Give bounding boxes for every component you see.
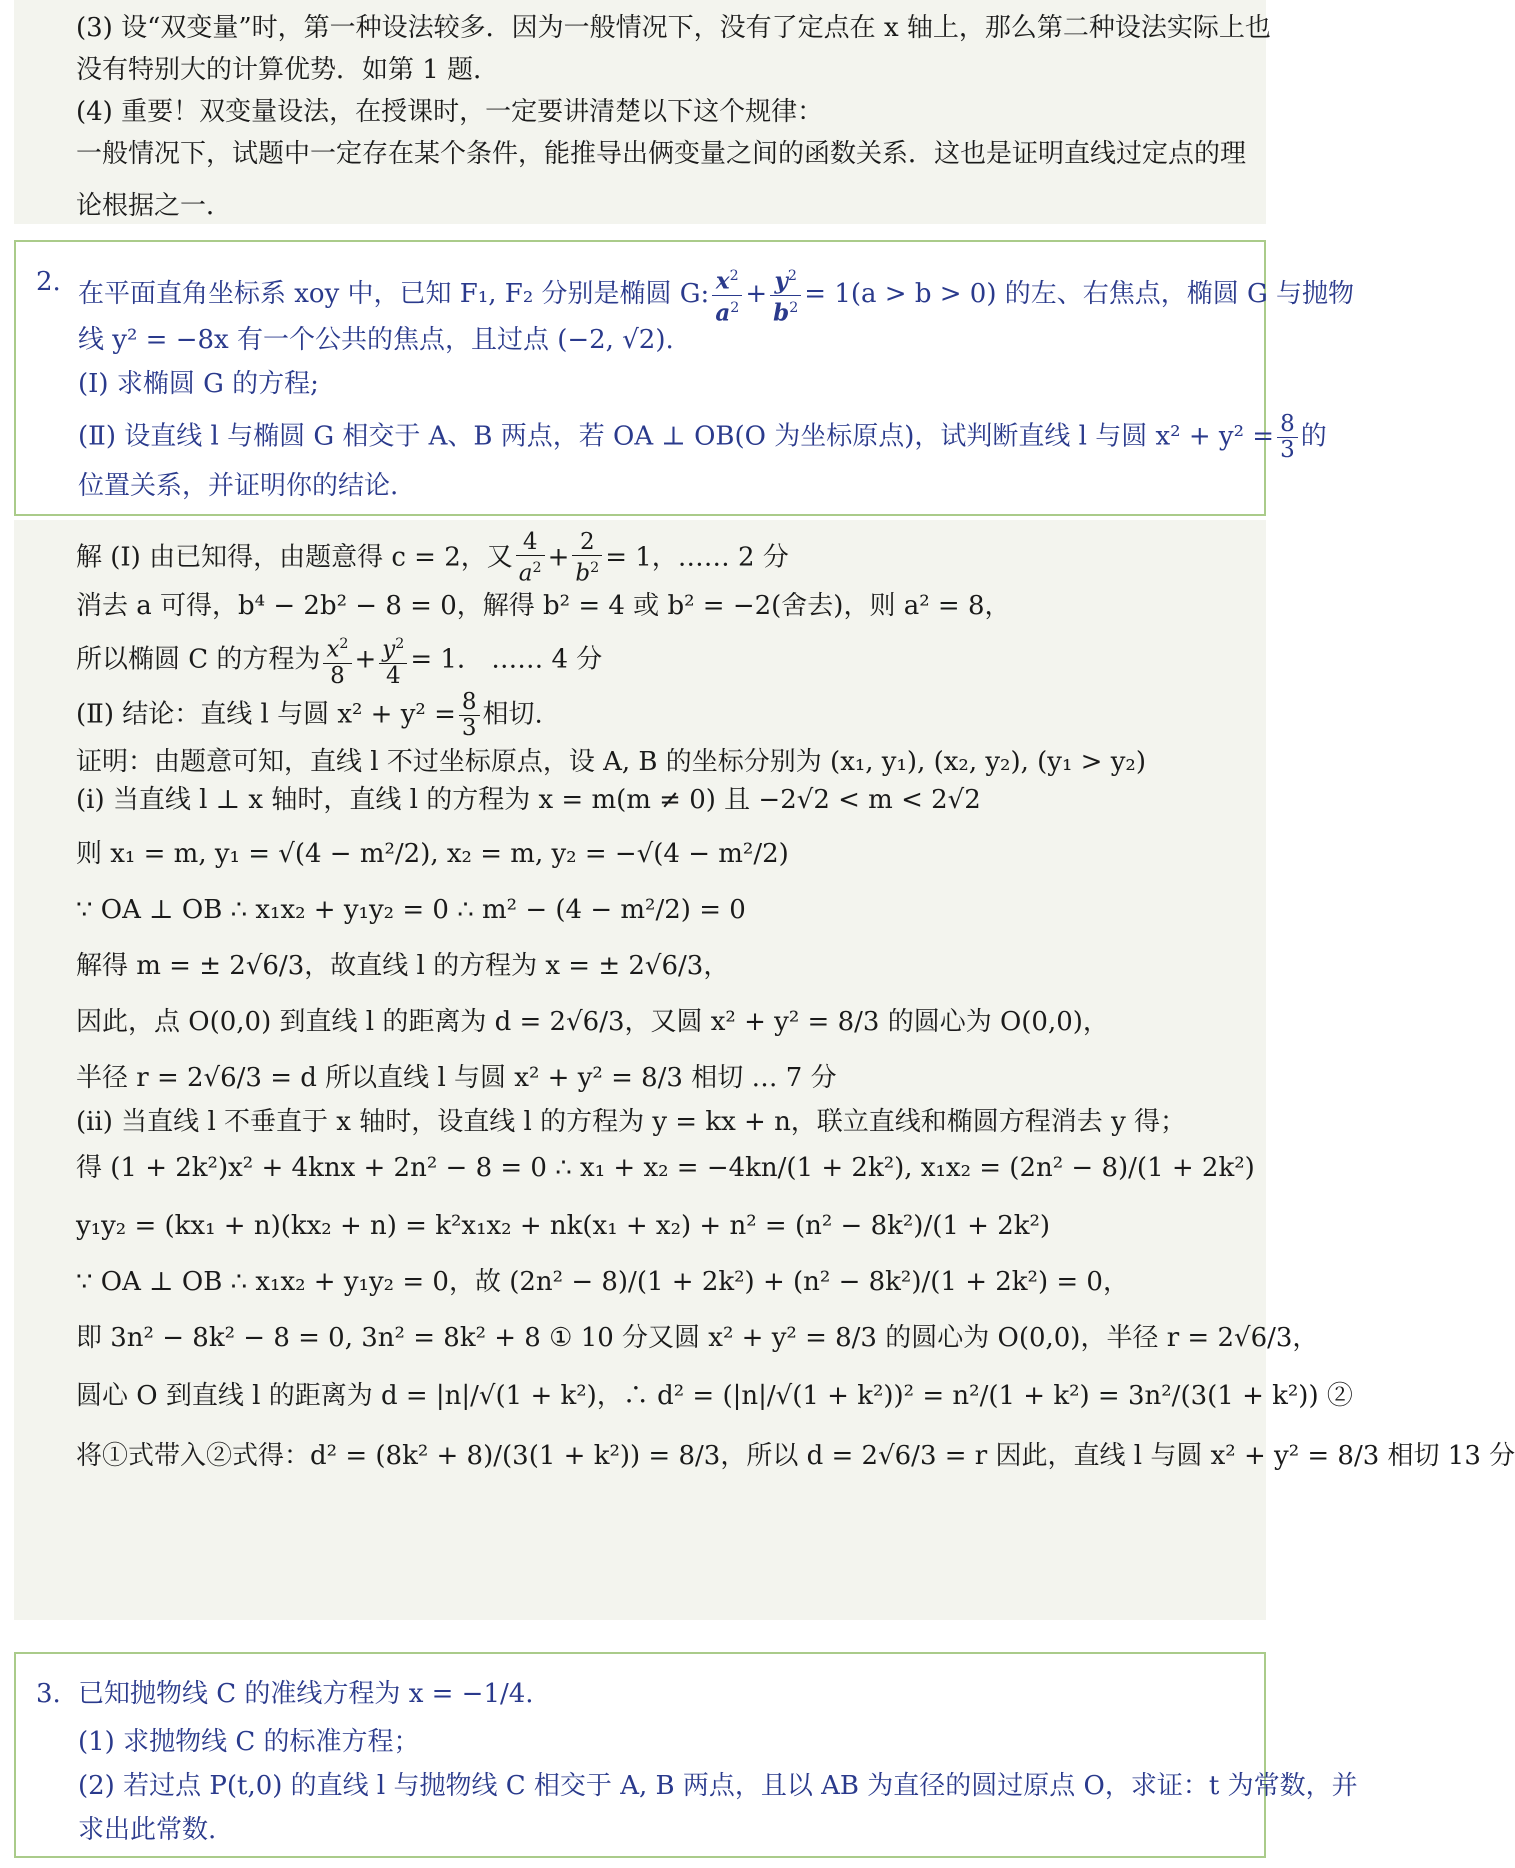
solution-line-13: 得 (1 + 2k²)x² + 4knx + 2n² − 8 = 0 ∴ x₁ + x₂ = −4kn/(1 + 2k²), x₁x₂ = (2n² − 8)/(1 + 2k²) bbox=[76, 1153, 1255, 1183]
notes-block bbox=[14, 0, 1271, 188]
solution-line-12: (ⅱ) 当直线 l 不垂直于 x 轴时，设直线 l 的方程为 y = kx + n，联立直线和椭圆方程消去 y 得； bbox=[76, 1107, 1187, 1137]
problem-2-number: 2. bbox=[36, 267, 61, 297]
solution-line-2: 消去 a 可得，b⁴ − 2b² − 8 = 0，解得 b² = 4 或 b² = −2(舍去)，则 a² = 8， bbox=[76, 591, 1011, 621]
solution-line-10: 因此，点 O(0,0) 到直线 l 的距离为 d = 2√6/3，又圆 x² + y² = 8/3 的圆心为 O(0,0)， bbox=[76, 1007, 1109, 1037]
solution-line-8: ∵ OA ⊥ OB ∴ x₁x₂ + y₁y₂ = 0 ∴ m² − (4 − m²/2) = 0 bbox=[76, 895, 746, 925]
solution-line-11: 半径 r = 2√6/3 = d 所以直线 l 与圆 x² + y² = 8/3 相切 … 7 分 bbox=[76, 1063, 837, 1093]
problem-3-line-4: 求出此常数. bbox=[78, 1815, 217, 1845]
solution-block bbox=[14, 520, 1515, 1620]
note-line-1: (3) 设“双变量”时，第一种设法较多．因为一般情况下，没有了定点在 x 轴上，那么第二种设法实际上也 bbox=[76, 13, 1271, 43]
problem-2-box bbox=[14, 240, 1355, 516]
problem-2-line-2: 线 y² = −8x 有一个公共的焦点，且过点 (−2, √2). bbox=[78, 325, 674, 355]
problem-3-line-1: 已知抛物线 C 的准线方程为 x = −1/4. bbox=[78, 1679, 534, 1709]
solution-line-4: (Ⅱ) 结论：直线 l 与圆 x² + y² = $\frac{8}{3}$ 相切. bbox=[76, 689, 543, 741]
problem-3-number: 3. bbox=[36, 1679, 61, 1709]
note-line-3: (4) 重要！双变量设法，在授课时，一定要讲清楚以下这个规律： bbox=[76, 97, 824, 127]
problem-3-box bbox=[14, 1652, 1358, 1858]
solution-line-17: 圆心 O 到直线 l 的距离为 d = |n|/√(1 + k²)，∴ d² = (|n|/√(1 + k²))² = n²/(1 + k²) = 3n²/(3(1 + k²)) ② bbox=[76, 1381, 1353, 1411]
solution-line-3: 所以椭圆 C 的方程为 $\frac{x^2}{8}$ + $\frac{y^2}{4}$ = 1． …… 4 分 bbox=[76, 632, 602, 689]
problem-2-part-2: (Ⅱ) 设直线 l 与椭圆 G 相交于 A、B 两点，若 OA ⊥ OB(O 为坐标原点)，试判断直线 l 与圆 x² + y² = $\frac{8}{3}$ 的 bbox=[78, 411, 1327, 463]
solution-line-14: y₁y₂ = (kx₁ + n)(kx₂ + n) = k²x₁x₂ + nk(x₁ + x₂) + n² = (n² − 8k²)/(1 + 2k²) bbox=[76, 1211, 1051, 1241]
solution-line-6: (ⅰ) 当直线 l ⊥ x 轴时，直线 l 的方程为 x = m(m ≠ 0) 且 −2√2 < m < 2√2 bbox=[76, 785, 981, 815]
notes-block-tail bbox=[14, 188, 1266, 224]
solution-line-7: 则 x₁ = m, y₁ = √(4 − m²/2), x₂ = m, y₂ = −√(4 − m²/2) bbox=[76, 839, 789, 869]
problem-3-part-1: (1) 求抛物线 C 的标准方程； bbox=[78, 1727, 420, 1757]
solution-line-1: 解 (Ⅰ) 由已知得，由题意得 c = 2，又 $\frac{4}{a^2}$ + $\frac{2}{b^2}$ = 1，…… 2 分 bbox=[76, 529, 789, 587]
note-line-5-visible: 论根据之一． bbox=[76, 191, 233, 221]
solution-line-16: 即 3n² − 8k² − 8 = 0, 3n² = 8k² + 8 ① 10 分又圆 x² + y² = 8/3 的圆心为 O(0,0)，半径 r = 2√6/3， bbox=[76, 1323, 1319, 1353]
problem-3-part-2: (2) 若过点 P(t,0) 的直线 l 与抛物线 C 相交于 A, B 两点，且以 AB 为直径的圆过原点 O，求证：t 为常数，并 bbox=[78, 1771, 1358, 1801]
note-line-2: 没有特别大的计算优势．如第 1 题． bbox=[76, 55, 500, 85]
problem-2-line-1: 在平面直角坐标系 xoy 中，已知 F₁, F₂ 分别是椭圆 G: $\frac{x^2}{a^2}$ + $\frac{y^2}{b^2}$ = 1(a > b > 0) 的左、右焦点，椭圆 G 与抛物 bbox=[78, 264, 1354, 326]
solution-line-15: ∵ OA ⊥ OB ∴ x₁x₂ + y₁y₂ = 0，故 (2n² − 8)/(1 + 2k²) + (n² − 8k²)/(1 + 2k²) = 0， bbox=[76, 1267, 1129, 1297]
note-line-4: 一般情况下，试题中一定存在某个条件，能推导出俩变量之间的函数关系．这也是证明直线过定点的理 bbox=[76, 139, 1247, 169]
problem-2-part-1: (Ⅰ) 求椭圆 G 的方程; bbox=[78, 369, 319, 399]
solution-line-18: 将①式带入②式得：d² = (8k² + 8)/(3(1 + k²)) = 8/3，所以 d = 2√6/3 = r 因此，直线 l 与圆 x² + y² = 8/3 相切 13 分 bbox=[76, 1441, 1515, 1471]
solution-line-5: 证明：由题意可知，直线 l 不过坐标原点，设 A, B 的坐标分别为 (x₁, y₁), (x₂, y₂), (y₁ > y₂) bbox=[76, 747, 1146, 777]
problem-2-line-5: 位置关系，并证明你的结论. bbox=[78, 471, 399, 501]
solution-line-9: 解得 m = ± 2√6/3，故直线 l 的方程为 x = ± 2√6/3， bbox=[76, 951, 730, 981]
